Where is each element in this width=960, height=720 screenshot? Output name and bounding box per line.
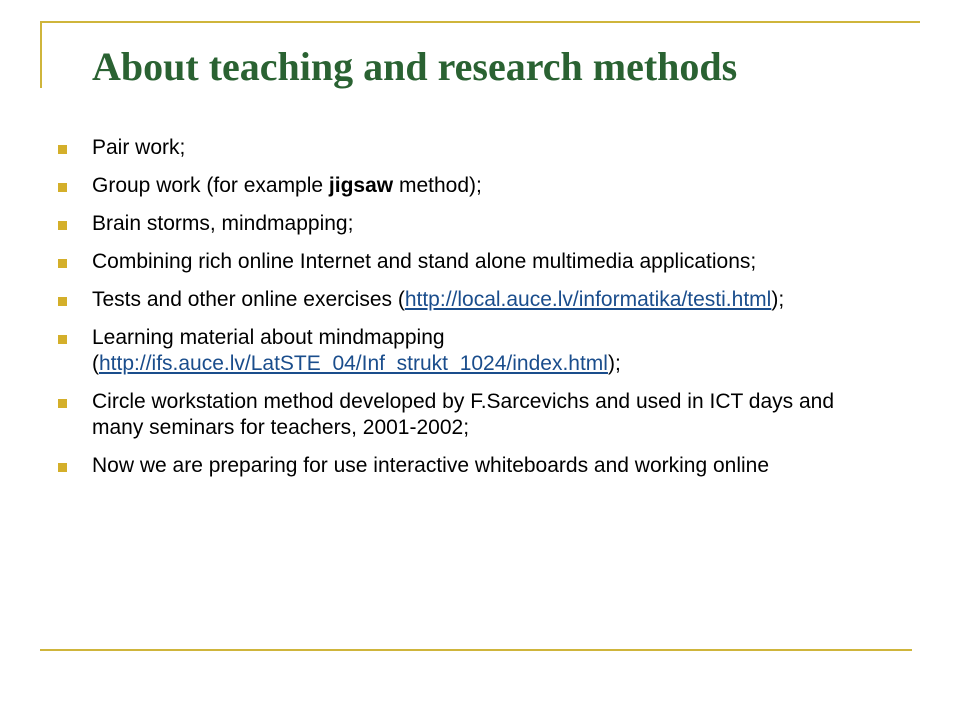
bullet-item-brain-storms bbox=[0, 211, 852, 237]
square-bullet-icon bbox=[58, 297, 67, 306]
bullet-bold-term: jigsaw bbox=[328, 174, 394, 197]
square-bullet-icon bbox=[58, 145, 67, 154]
square-bullet-icon bbox=[58, 399, 67, 408]
bottom-rule bbox=[40, 649, 912, 651]
bullet-item-whiteboards bbox=[0, 453, 852, 479]
bullet-text: Group work (for example bbox=[92, 174, 329, 197]
bullet-item-group-work bbox=[0, 173, 852, 199]
bullet-text: Combining rich online Internet and stand alone multimedia applications; bbox=[92, 250, 757, 273]
slide-title: About teaching and research methods bbox=[92, 44, 738, 89]
bullet-item-tests bbox=[0, 287, 852, 313]
bullet-item-multimedia bbox=[0, 249, 852, 275]
tests-link[interactable]: http://local.auce.lv/informatika/testi.html bbox=[404, 288, 772, 311]
bullet-item-learning-material bbox=[0, 325, 852, 377]
bullet-text: Pair work; bbox=[92, 136, 186, 159]
bullet-text: ); bbox=[607, 352, 621, 375]
bullet-text: Circle workstation method developed by F.Sarcevichs and used in ICT days and many seminars for teachers, 2001-2002; bbox=[92, 390, 835, 439]
bullet-text: ); bbox=[771, 288, 785, 311]
square-bullet-icon bbox=[58, 183, 67, 192]
square-bullet-icon bbox=[58, 335, 67, 344]
left-rule bbox=[40, 21, 42, 88]
bullet-text: Learning material about mindmapping ( bbox=[92, 326, 445, 375]
bullet-text: Tests and other online exercises ( bbox=[92, 288, 405, 311]
bullet-text: Brain storms, mindmapping; bbox=[92, 212, 354, 235]
bullet-text: Now we are preparing for use interactive whiteboards and working online bbox=[92, 454, 770, 477]
square-bullet-icon bbox=[58, 221, 67, 230]
top-rule bbox=[40, 21, 920, 23]
bullet-list bbox=[0, 135, 960, 491]
mindmapping-link[interactable]: http://ifs.auce.lv/LatSTE_04/Inf_strukt_1024/index.html bbox=[99, 352, 608, 375]
square-bullet-icon bbox=[58, 463, 67, 472]
bullet-text: method); bbox=[393, 174, 482, 197]
bullet-item-pair-work bbox=[0, 135, 852, 161]
bullet-item-circle-workstation bbox=[0, 389, 852, 441]
square-bullet-icon bbox=[58, 259, 67, 268]
